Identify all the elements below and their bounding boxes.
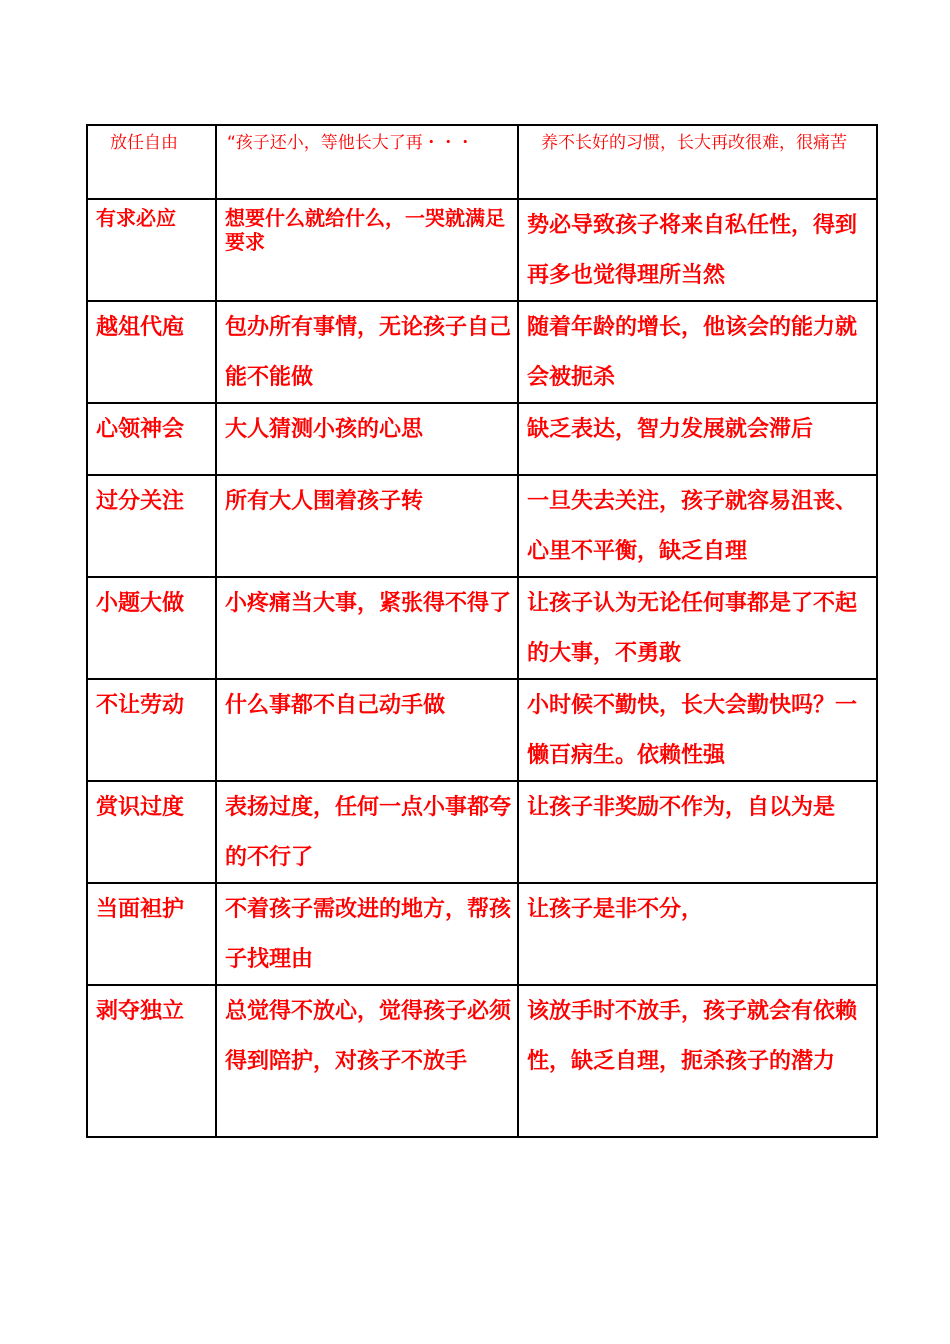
behavior-text: 表扬过度，任何一点小事都夸的不行了 [225, 794, 512, 870]
table-row [87, 883, 877, 985]
consequence-cell [518, 781, 877, 883]
behavior-text: 大人猜测小孩的心思 [225, 416, 424, 442]
table-row [87, 781, 877, 883]
behavior-cell [216, 781, 518, 883]
behavior-cell [216, 679, 518, 781]
table-row [87, 475, 877, 577]
consequence-cell [518, 199, 877, 301]
consequence-cell [518, 985, 877, 1137]
term-text: 有求必应 [96, 206, 176, 230]
table-row [87, 199, 877, 301]
consequence-text: 该放手时不放手，孩子就会有依赖性，缺乏自理，扼杀孩子的潜力 [527, 998, 858, 1074]
term-cell [87, 403, 216, 475]
consequence-text: 势必导致孩子将来自私任性，得到再多也觉得理所当然 [527, 212, 858, 288]
term-cell [87, 781, 216, 883]
consequence-cell [518, 301, 877, 403]
consequence-text: 让孩子是非不分， [527, 896, 704, 922]
behavior-cell [216, 475, 518, 577]
consequence-cell [518, 883, 877, 985]
consequence-text: 缺乏表达，智力发展就会滞后 [527, 416, 814, 442]
behavior-cell [216, 577, 518, 679]
parenting-mistakes-table [86, 124, 878, 1138]
term-text: 放任自由 [110, 133, 178, 153]
consequence-text: 一旦失去关注，孩子就容易沮丧、心里不平衡，缺乏自理 [527, 488, 858, 564]
term-cell [87, 883, 216, 985]
term-cell [87, 199, 216, 301]
behavior-text: 小疼痛当大事，紧张得不得了 [225, 590, 512, 616]
term-cell [87, 125, 216, 199]
term-cell [87, 301, 216, 403]
consequence-text: 养不长好的习惯，长大再改很难，很痛苦 [541, 133, 847, 153]
behavior-cell [216, 125, 518, 199]
behavior-text: 不着孩子需改进的地方，帮孩子找理由 [225, 896, 512, 972]
consequence-text: 让孩子非奖励不作为，自以为是 [527, 794, 836, 820]
term-text: 越俎代庖 [96, 314, 185, 340]
table-row [87, 577, 877, 679]
table-row [87, 125, 877, 199]
consequence-cell [518, 125, 877, 199]
term-text: 小题大做 [96, 590, 185, 616]
consequence-text: 让孩子认为无论任何事都是了不起的大事，不勇敢 [527, 590, 858, 666]
table-row [87, 301, 877, 403]
term-text: 不让劳动 [96, 692, 185, 718]
table-row [87, 403, 877, 475]
table-row [87, 679, 877, 781]
behavior-cell [216, 883, 518, 985]
behavior-text: 总觉得不放心，觉得孩子必须得到陪护，对孩子不放手 [225, 998, 512, 1074]
behavior-cell [216, 199, 518, 301]
consequence-cell [518, 475, 877, 577]
behavior-cell [216, 985, 518, 1137]
consequence-cell [518, 577, 877, 679]
behavior-cell [216, 403, 518, 475]
behavior-cell [216, 301, 518, 403]
term-cell [87, 577, 216, 679]
term-text: 当面袒护 [96, 896, 185, 922]
table-row [87, 985, 877, 1137]
term-text: 心领神会 [96, 416, 185, 442]
behavior-text: 所有大人围着孩子转 [225, 488, 424, 514]
term-text: 剥夺独立 [96, 998, 185, 1024]
consequence-text: 小时候不勤快，长大会勤快吗？一懒百病生。依赖性强 [527, 692, 858, 768]
term-cell [87, 475, 216, 577]
consequence-cell [518, 679, 877, 781]
term-text: 赏识过度 [96, 794, 185, 820]
behavior-text: 什么事都不自己动手做 [225, 692, 446, 718]
behavior-text: 包办所有事情，无论孩子自己能不能做 [225, 314, 512, 390]
term-text: 过分关注 [96, 488, 185, 514]
consequence-cell [518, 403, 877, 475]
term-cell [87, 679, 216, 781]
behavior-text: 想要什么就给什么，一哭就满足要求 [225, 206, 505, 254]
behavior-text: “孩子还小，等他长大了再・・・ [227, 133, 474, 153]
consequence-text: 随着年龄的增长，他该会的能力就会被扼杀 [527, 314, 858, 390]
term-cell [87, 985, 216, 1137]
